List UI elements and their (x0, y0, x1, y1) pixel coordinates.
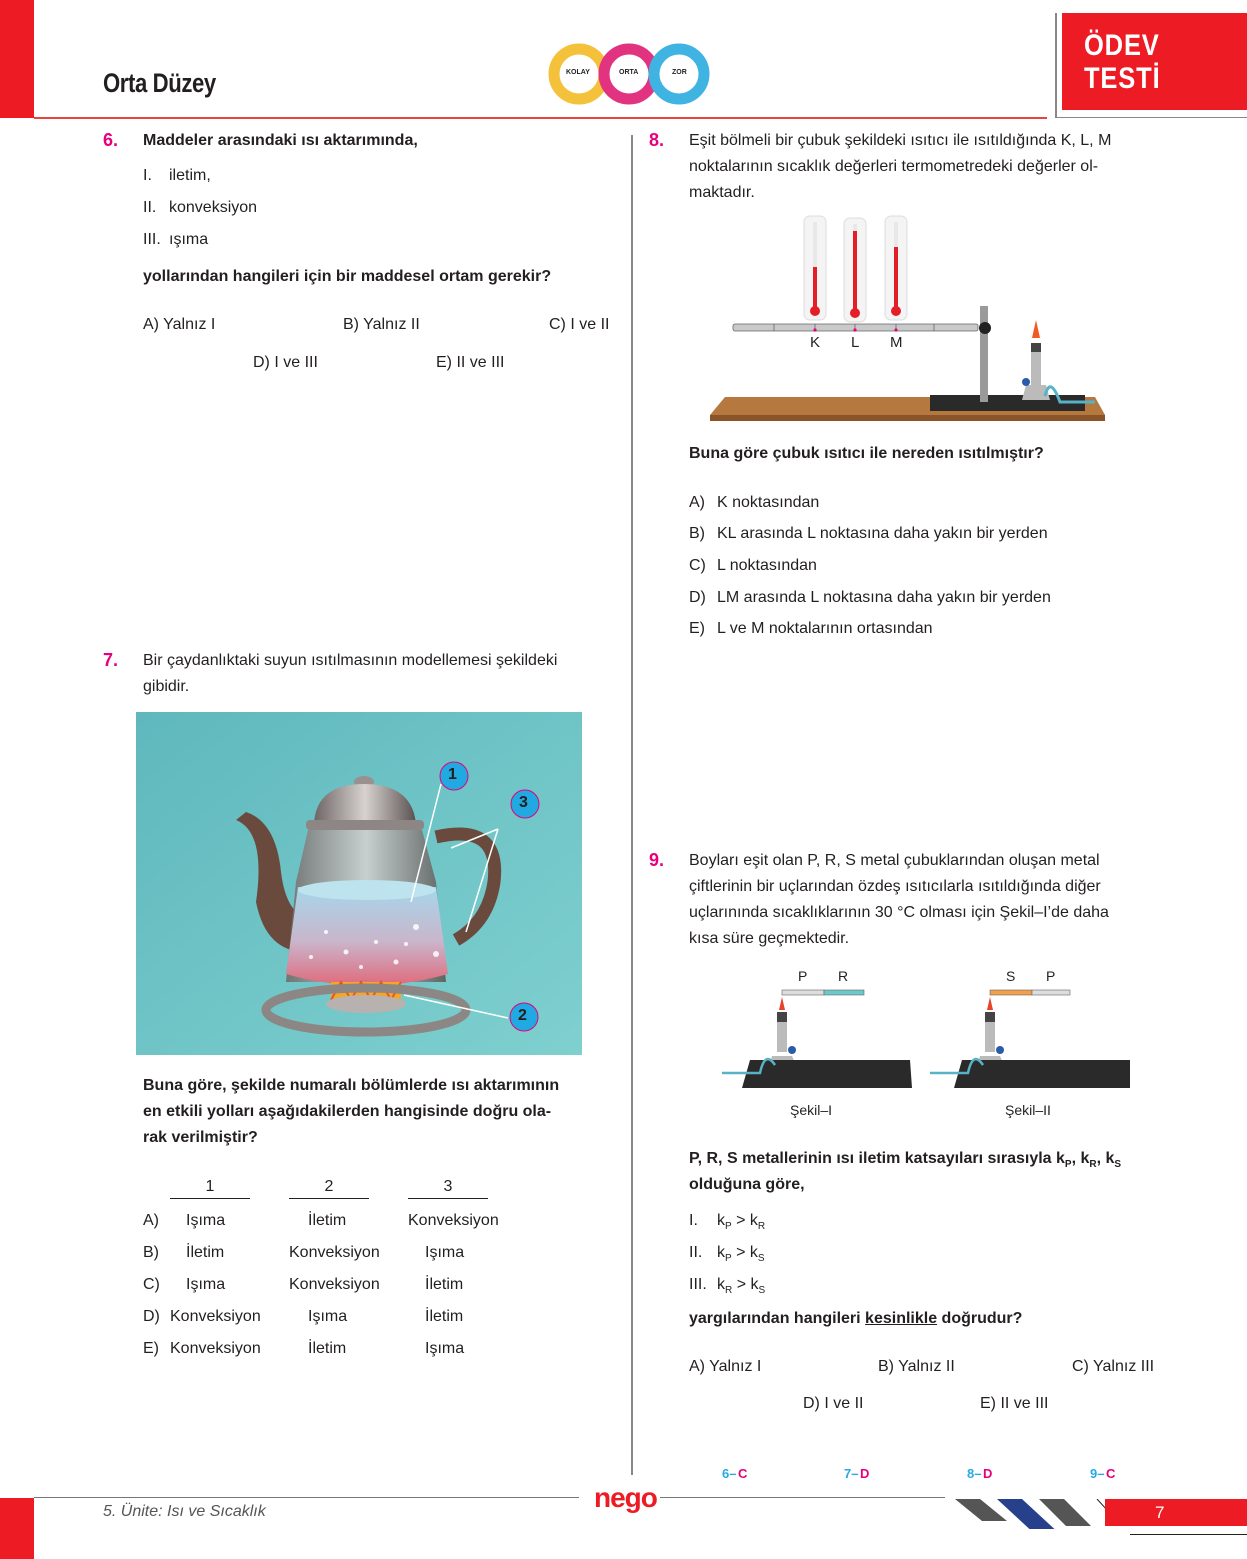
answer-letter: D (983, 1466, 993, 1481)
option-b[interactable]: B) Yalnız II (343, 316, 420, 333)
answer-letter: D (860, 1466, 870, 1481)
k-symbol: k (717, 1276, 725, 1293)
option-letter: D) (689, 589, 706, 606)
rod-label-r: R (838, 968, 849, 984)
greater-than: > (736, 1212, 746, 1229)
figure-label-3: 3 (519, 794, 528, 811)
subscript: R (757, 1221, 766, 1232)
cell: Konveksiyon (289, 1244, 380, 1261)
option-text: L noktasından (717, 557, 817, 574)
option-d[interactable]: D) I ve III (253, 354, 318, 371)
question-prompt: Buna göre çubuk ısıtıcı ile nereden ısıtılmıştır? (689, 445, 1044, 462)
option-letter: A) (689, 494, 705, 511)
footer-divider (660, 1497, 945, 1498)
k-symbol: k (750, 1276, 759, 1293)
option-letter: A) (143, 1212, 159, 1229)
option-letter: C) (689, 557, 706, 574)
test-label-box (1062, 13, 1247, 110)
option-letter: B) (143, 1244, 159, 1261)
subscript: R (725, 1285, 733, 1296)
question-stem-line1: Bir çaydanlıktaki suyun ısıtılmasının modellemesi şekildeki (143, 652, 558, 669)
question-stem-line3: uçlarınında sıcaklıklarının 30 °C olması için Şekil–I’de daha (689, 904, 1109, 921)
answer-number: 9– (1090, 1466, 1105, 1481)
test-label-line1: ÖDEV (1084, 29, 1160, 62)
cell: İletim (308, 1340, 347, 1357)
k-symbol: k (717, 1244, 725, 1261)
cell: Konveksiyon (170, 1308, 261, 1325)
statement-2 (689, 1240, 765, 1272)
item-text: iletim, (169, 167, 211, 184)
answer-number: 6– (722, 1466, 737, 1481)
header-divider (34, 117, 1047, 119)
question-stem-line3: maktadır. (689, 184, 755, 201)
option-b[interactable]: B) Yalnız II (878, 1358, 955, 1375)
unit-title: 5. Ünite: Isı ve Sıcaklık (103, 1503, 266, 1520)
question-stem-line1: Eşit bölmeli bir çubuk şekildeki ısıtıcı ile ısıtıldığında K, L, M (689, 132, 1112, 149)
answer-letter: C (1106, 1466, 1116, 1481)
cell: İletim (308, 1212, 347, 1229)
page-number-box (1105, 1499, 1247, 1526)
cell: Işıma (425, 1244, 465, 1261)
condition-text: P, R, S metallerinin ısı iletim katsayıları sırasıyla k (689, 1150, 1065, 1167)
question-stem-line1: Boyları eşit olan P, R, S metal çubuklarından oluşan metal (689, 852, 1100, 869)
cell: Işıma (186, 1276, 226, 1293)
metal-pairs-figure (710, 960, 1130, 1130)
question-prompt (689, 1306, 1022, 1332)
figure-label-1: 1 (448, 766, 457, 783)
figure-caption-2: Şekil–II (1005, 1102, 1051, 1118)
subscript: S (758, 1285, 766, 1296)
page-number: 7 (1155, 1503, 1165, 1522)
option-text: KL arasında L noktasına daha yakın bir yerden (717, 525, 1048, 542)
greater-than: > (736, 1244, 746, 1261)
condition-line1: P, R, S metallerinin ısı iletim katsayıları sırasıyla $k_P$, $k_R$, $k_S$ (689, 1150, 1122, 1170)
page-underline (1130, 1534, 1247, 1535)
option-c[interactable]: C) I ve II (549, 316, 610, 333)
point-label-l: L (851, 334, 860, 351)
question-number: 7. (103, 650, 119, 670)
option-letter: E) (689, 620, 705, 637)
rod-label-p2: P (1046, 968, 1056, 984)
statement-1 (689, 1208, 765, 1240)
question-number: 6. (103, 130, 119, 150)
ring-label-kolay: KOLAY (566, 69, 590, 76)
option-letter: E) (143, 1340, 159, 1357)
item-roman: I. (143, 167, 152, 184)
publisher-logo (590, 1480, 655, 1520)
answer-letter: C (738, 1466, 748, 1481)
k-symbol: k (1080, 1150, 1090, 1167)
footer-red-strip (0, 1498, 34, 1559)
column-header-2: 2 (289, 1178, 369, 1199)
condition-line2: olduğuna göre, (689, 1176, 805, 1193)
rod-heating-figure (700, 210, 1120, 430)
prompt-text: yargılarından hangileri (689, 1310, 866, 1327)
footer-stripes (955, 1499, 1105, 1529)
option-letter: C) (143, 1276, 160, 1293)
test-label-line2: TESTİ (1084, 62, 1161, 95)
rod-label-s: S (1006, 968, 1016, 984)
answer-number: 7– (844, 1466, 859, 1481)
point-label-k: K (810, 334, 821, 351)
statement-roman: I. (689, 1212, 698, 1229)
cell: İletim (186, 1244, 225, 1261)
statement-roman: II. (689, 1244, 703, 1261)
emphasized-word: kesinlikle (865, 1310, 938, 1327)
column-divider (631, 135, 633, 1475)
red-side-strip (0, 0, 34, 118)
level-title: Orta Düzey (103, 68, 216, 98)
statement-3 (689, 1272, 765, 1304)
subscript: S (757, 1253, 765, 1264)
question-stem-line4: kısa süre geçmektedir. (689, 930, 850, 947)
kettle-figure (136, 712, 582, 1055)
option-text: L ve M noktalarının ortasından (717, 620, 933, 637)
option-text: K noktasından (717, 494, 820, 511)
option-letter: D) (143, 1308, 160, 1325)
option-c[interactable]: C) Yalnız III (1072, 1358, 1155, 1375)
prompt-text: doğrudur? (937, 1310, 1023, 1327)
question-stem-line2: noktalarının sıcaklık değerleri termometredeki değerler ol- (689, 158, 1099, 175)
subscript-p: P (1064, 1159, 1072, 1170)
question-stem: Maddeler arasındaki ısı aktarımında, (143, 132, 418, 149)
column-header-3: 3 (408, 1178, 488, 1199)
test-label-underline (1055, 117, 1247, 118)
option-a[interactable]: A) Yalnız I (689, 1358, 762, 1375)
question-stem-line2: gibidir. (143, 678, 190, 695)
kettle-illustration-icon (136, 712, 582, 1055)
difficulty-logo (545, 40, 715, 108)
subscript-s: S (1114, 1159, 1122, 1170)
test-label-frame (1055, 13, 1057, 118)
cell: Konveksiyon (289, 1276, 380, 1293)
cell: Konveksiyon (170, 1340, 261, 1357)
decorative-stripes-icon (955, 1499, 1105, 1529)
question-stem-line2: çiftlerinin bir uçlarından özdeş ısıtıcılarla ısıtıldığında diğer (689, 878, 1101, 895)
publisher-name: nego (594, 1482, 657, 1513)
option-letter: B) (689, 525, 705, 542)
k-symbol: k (1105, 1150, 1115, 1167)
option-e[interactable]: E) II ve III (436, 354, 505, 371)
question-prompt: yollarından hangileri için bir maddesel ortam gerekir? (143, 268, 552, 285)
question-number: 9. (649, 850, 665, 870)
statement-roman: III. (689, 1276, 707, 1293)
answer-number: 8– (967, 1466, 982, 1481)
cell: İletim (425, 1308, 464, 1325)
cell: İletim (425, 1276, 464, 1293)
cell: Işıma (186, 1212, 226, 1229)
option-d[interactable]: D) I ve II (803, 1395, 864, 1412)
question-prompt-line2: en etkili yolları aşağıdakilerden hangisinde doğru ola- (143, 1103, 552, 1120)
column-header-1: 1 (170, 1178, 250, 1199)
item-roman: II. (143, 199, 157, 216)
option-e[interactable]: E) II ve III (980, 1395, 1049, 1412)
question-prompt-line3: rak verilmiştir? (143, 1129, 258, 1146)
cell: Işıma (425, 1340, 465, 1357)
item-text: ışıma (169, 231, 209, 248)
cell: Işıma (308, 1308, 348, 1325)
ring-label-orta: ORTA (619, 69, 639, 76)
footer-divider (34, 1497, 579, 1498)
rod-label-p: P (798, 968, 808, 984)
figure-caption-1: Şekil–I (790, 1102, 833, 1118)
subscript: P (725, 1221, 732, 1232)
k-symbol: k (749, 1244, 758, 1261)
subscript: P (725, 1253, 732, 1264)
greater-than: > (736, 1276, 747, 1293)
k-symbol: k (749, 1212, 758, 1229)
ring-label-zor: ZOR (672, 69, 687, 76)
figure-label-2: 2 (518, 1007, 527, 1024)
cell: Konveksiyon (408, 1212, 499, 1229)
subscript-r: R (1089, 1159, 1097, 1170)
option-text: LM arasında L noktasına daha yakın bir yerden (717, 589, 1051, 606)
item-text: konveksiyon (169, 199, 258, 216)
k-symbol: k (717, 1212, 725, 1229)
item-roman: III. (143, 231, 161, 248)
rod-thermometer-illustration-icon (700, 210, 1120, 430)
question-number: 8. (649, 130, 665, 150)
option-a[interactable]: A) Yalnız I (143, 316, 216, 333)
question-prompt-line1: Buna göre, şekilde numaralı bölümlerde ısı aktarımının (143, 1077, 560, 1094)
burner-rods-illustration-icon (710, 960, 1130, 1130)
point-label-m: M (890, 334, 903, 351)
